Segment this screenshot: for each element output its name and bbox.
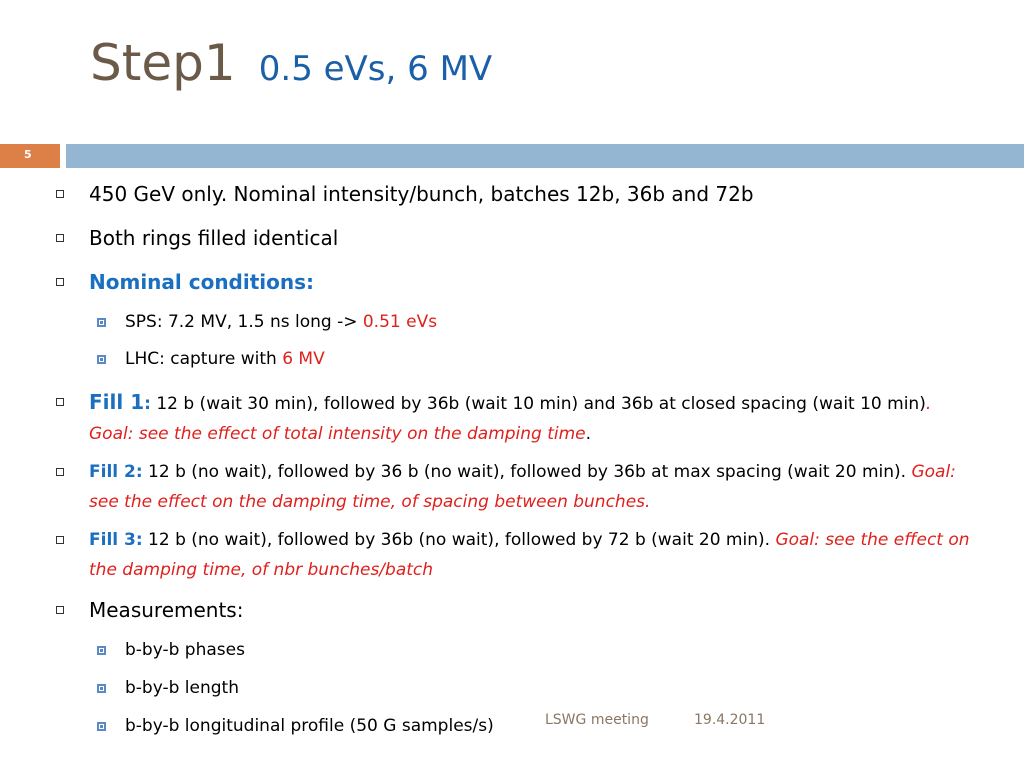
bullet-text: Measurements: <box>89 598 244 622</box>
fill-text: 12 b (wait 30 min), followed by 36b (wait 10 min) and 36b at closed spacing (wait 10 min) <box>150 394 926 414</box>
filled-square-bullet-icon <box>97 355 106 364</box>
list-item <box>89 525 979 585</box>
list-subitem <box>125 635 1015 665</box>
fill-label: Fill 1 <box>89 390 145 414</box>
square-bullet-icon <box>56 190 64 198</box>
list-subitem <box>125 344 1015 374</box>
bullet-heading: Nominal conditions: <box>89 270 315 294</box>
subitem-text: b-by-b phases <box>125 640 245 660</box>
fill-text: 12 b (no wait), followed by 36 b (no wait), followed by 36b at max spacing (wait 20 min). <box>142 462 912 482</box>
list-item <box>89 179 979 209</box>
filled-square-bullet-icon <box>97 646 106 655</box>
fill-label: Fill 3: <box>89 530 143 550</box>
subitem-text: b-by-b length <box>125 678 239 698</box>
square-bullet-icon <box>56 606 64 614</box>
list-subitem <box>125 673 1015 703</box>
subitem-text: LHC: capture with <box>125 349 283 369</box>
list-item <box>89 267 979 297</box>
fill-colon: : <box>144 394 151 414</box>
accent-bar-right <box>66 144 1024 168</box>
subitem-text: b-by-b longitudinal profile (50 G samples/s) <box>125 716 494 736</box>
list-item <box>89 223 979 253</box>
footer-meeting: LSWG meeting <box>545 712 649 728</box>
filled-square-bullet-icon <box>97 722 106 731</box>
subitem-highlight: 0.51 eVs <box>362 312 438 332</box>
fill-text: 12 b (no wait), followed by 36b (no wait), followed by 72 b (wait 20 min). <box>142 530 776 550</box>
title-sub: 0.5 eVs, 6 MV <box>258 49 493 89</box>
fill-label: Fill 2: <box>89 462 143 482</box>
fill-goal: Goal: see the effect on the damping time, of nbr bunches/batch <box>89 530 970 580</box>
slide-title <box>90 34 492 92</box>
subitem-highlight: 6 MV <box>282 349 325 369</box>
fill-end: . <box>585 424 592 444</box>
square-bullet-icon <box>56 278 64 286</box>
title-main: Step1 <box>90 34 236 92</box>
filled-square-bullet-icon <box>97 318 106 327</box>
filled-square-bullet-icon <box>97 684 106 693</box>
square-bullet-icon <box>56 536 64 544</box>
fill-goal: . Goal: see the effect of total intensity on the damping time <box>89 394 932 444</box>
bullet-text: Both rings filled identical <box>89 226 339 250</box>
square-bullet-icon <box>56 398 64 406</box>
fill-goal: Goal: see the effect on the damping time, of spacing between bunches. <box>89 462 956 512</box>
list-item <box>89 387 979 449</box>
list-item <box>89 595 979 625</box>
square-bullet-icon <box>56 234 64 242</box>
list-item <box>89 457 979 517</box>
list-subitem <box>125 307 1015 337</box>
slide-number: 5 <box>24 148 32 161</box>
footer-date: 19.4.2011 <box>694 712 766 728</box>
square-bullet-icon <box>56 468 64 476</box>
bullet-text: 450 GeV only. Nominal intensity/bunch, batches 12b, 36b and 72b <box>89 182 754 206</box>
subitem-text: SPS: 7.2 MV, 1.5 ns long -> <box>125 312 363 332</box>
